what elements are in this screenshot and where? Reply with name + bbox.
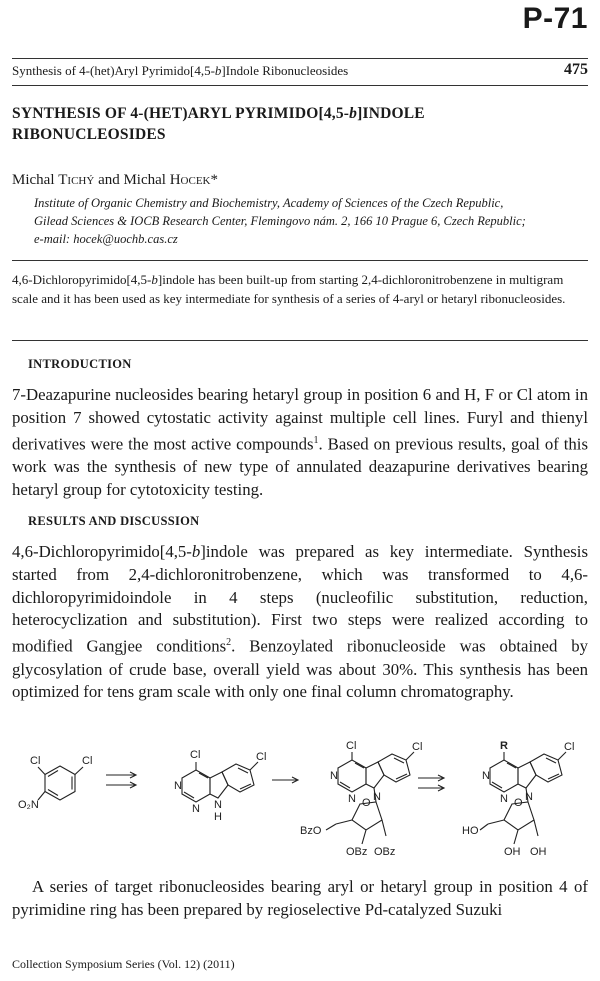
scheme-label-cl: Cl [190,749,201,761]
introduction-text: 7-Deazapurine nucleosides bearing hetaryl group in position 6 and H, F or Cl atom in position 7 showed cytostatic activity against multiple cell lines. Furyl and thienyl derivatives were the most active compounds$^1$. Based on previous results, goal of this work was the synthesis of new type of annulated deazapurine derivatives bearing hetaryl group for cytotoxicity testing. [12,385,589,499]
scheme-label-cl: Cl [346,740,357,752]
scheme-label-n: N [330,770,338,782]
scheme-label-oh: OH [530,846,547,858]
journal-footer: Collection Symposium Series (Vol. 12) (2011) [12,957,235,971]
scheme-label-n: N [525,791,533,803]
results-text: 4,6-Dichloropyrimido[4,5-b]indole was prepared as key intermediate. Synthesis started from 2,4-dichloronitrobenzene, which was transformed to 4,6-dichloropyrimidoindole in 4 steps (nucleofilic substitution, reduction, heterocyclization and substitution). First two steps were realized according to modified Gangjee conditions$^2$. Benzoylated ribonucleoside was obtained by glycosylation of crude base, overall yield was about 30%. This synthesis has been optimized for tens gram scale with only one final column chromatography. [12,542,588,702]
pyrrole-ring [210,772,228,798]
scheme-label-n: N [373,791,381,803]
running-header [12,58,588,86]
scheme-label-obz: OBz [374,846,396,858]
scheme-label-o: O [514,797,523,809]
abstract: 4,6-Dichloropyrimido[4,5-b]indole has been built-up from starting 2,4-dichloronitrobenzene in multigram scale and it has been used as key intermediate for synthesis of a series of 4-aryl or hetaryl ribonucleosides. [12,272,566,306]
pyrimidine-ring [182,770,210,802]
affiliation: Institute of Organic Chemistry and Biochemistry, Academy of Sciences of the Czech Republic, Gilead Sciences & IOCB Research Center, Flemingovo nám. 2, 166 10 Prague 6, Czech Republic; e-mail: hocek@uochb.cas.cz [34,196,526,246]
divider [12,340,588,341]
page-tag: P-71 [522,2,588,35]
section-heading-introduction: INTRODUCTION [28,357,132,371]
scheme-label-cl: Cl [256,751,267,763]
scheme-label-cl: Cl [30,755,41,767]
scheme-label-h: H [214,811,222,823]
scheme-label-cl: Cl [82,755,93,767]
scheme-label-n: N [500,793,508,805]
scheme-label-n: N [192,803,200,815]
continuation-text: A series of target ribonucleosides bearing aryl or hetaryl group in position 4 of pyrimidine ring has been prepared by regioselective Pd-catalyzed Suzuki [12,877,588,919]
scheme-label-obz: OBz [346,846,368,858]
scheme-label-n: N [174,780,182,792]
reaction-scheme [0,740,600,860]
scheme-label-bzo: BzO [300,825,322,837]
scheme-label-n: N [348,793,356,805]
running-title: Synthesis of 4-(het)Aryl Pyrimido[4,5-b]Indole Ribonucleosides [12,63,349,78]
scheme-label-n: N [214,799,222,811]
scheme-label-n: N [482,770,490,782]
authors: Michal Tichý and Michal Hocek* [12,172,218,188]
scheme-label-ho: HO [462,825,479,837]
article-title: SYNTHESIS OF 4-(HET)ARYL PYRIMIDO[4,5-b]INDOLE RIBONUCLEOSIDES [12,105,425,143]
scheme-label-cl: Cl [412,741,423,753]
page-number: 475 [564,61,588,78]
scheme-label-o: O [362,797,371,809]
benzene-ring [45,766,75,800]
divider [12,260,588,261]
scheme-label-no2: O₂N [18,799,39,811]
section-heading-results: RESULTS AND DISCUSSION [28,514,200,528]
scheme-label-r: R [500,740,508,752]
scheme-label-cl: Cl [564,741,575,753]
scheme-label-oh: OH [504,846,521,858]
